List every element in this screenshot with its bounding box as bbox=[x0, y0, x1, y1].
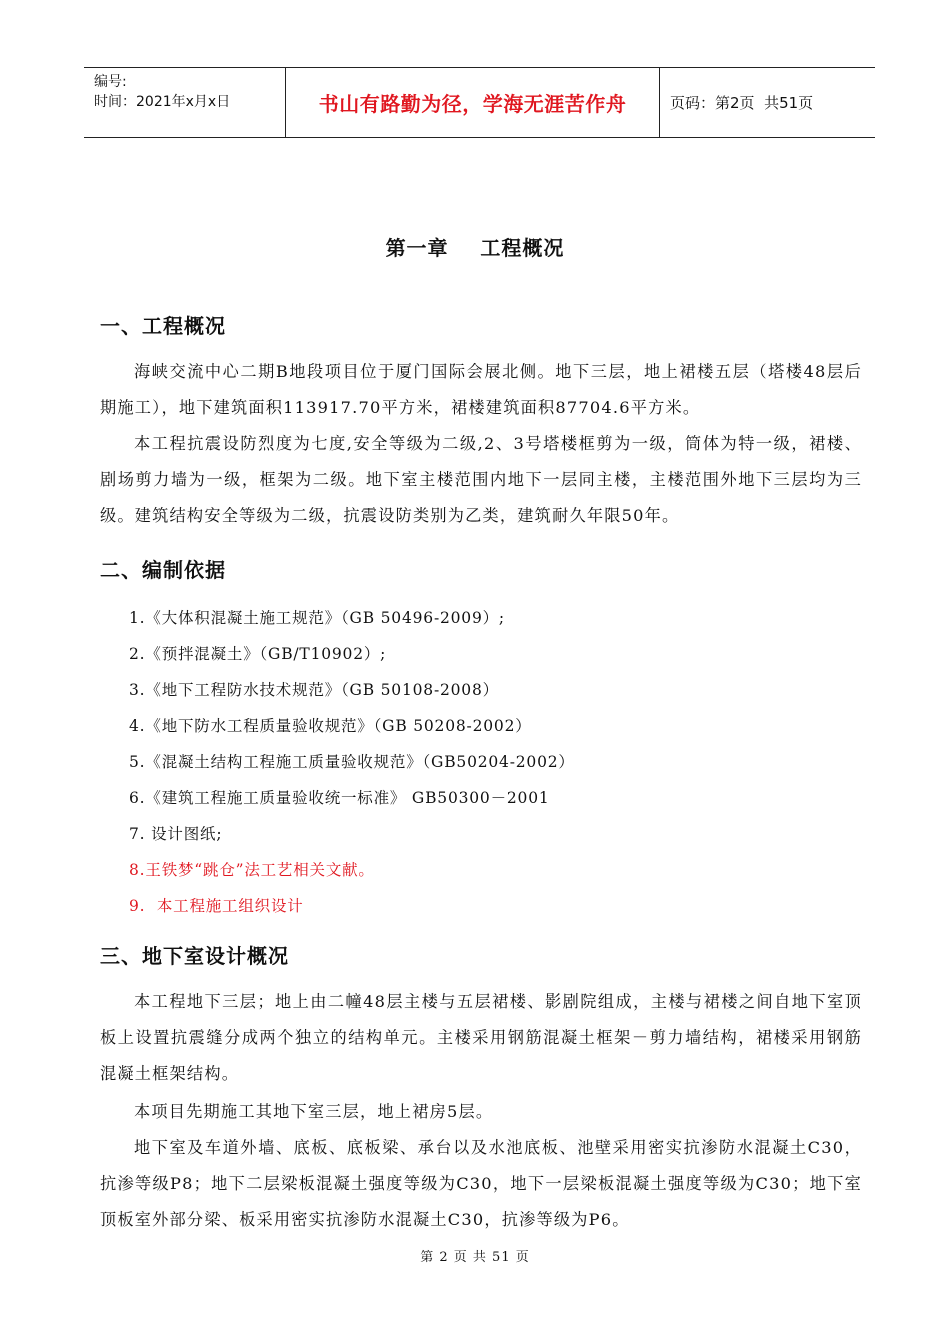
overview-paragraph-2: 本工程抗震设防烈度为七度,安全等级为二级,2、3号塔楼框剪为一级，筒体为特一级，裙楼、剧场剪力墙为一级，框架为二级。地下室主楼范围内地下一层同主楼，主楼范围外地下三层均为三级。建筑结构安全等级为二级，抗震设防类别为乙类，建筑耐久年限50年。 bbox=[100, 434, 862, 525]
header-meta bbox=[84, 68, 286, 137]
basement-paragraph-3: 地下室及车道外墙、底板、底板梁、承台以及水池底板、池壁采用密实抗渗防水混凝土C30，抗渗等级P8；地下二层梁板混凝土强度等级为C30，地下一层梁板混凝土强度等级为C30；地下室顶板室外部分梁、板采用密实抗渗防水混凝土C30，抗渗等级为P6。 bbox=[100, 1138, 862, 1229]
page-footer bbox=[0, 1246, 950, 1265]
header-number-label: 编号: bbox=[94, 74, 127, 90]
header-time-label: 时间：2021年x月x日 bbox=[94, 94, 231, 110]
page-header bbox=[84, 67, 875, 138]
list-item: 6.《建筑工程施工质量验收统一标准》 GB50300－2001 bbox=[129, 789, 550, 807]
header-page-info bbox=[660, 68, 875, 137]
list-item: 2.《预拌混凝土》（GB/T10902）; bbox=[129, 645, 387, 663]
list-item: 3.《地下工程防水技术规范》（GB 50108-2008） bbox=[129, 681, 499, 699]
basement-paragraph-1: 本工程地下三层；地上由二幢48层主楼与五层裙楼、影剧院组成，主楼与裙楼之间自地下室顶板上设置抗震缝分成两个独立的结构单元。主楼采用钢筋混凝土框架－剪力墙结构，裙楼采用钢筋混凝土框架结构。 bbox=[100, 992, 862, 1083]
basement-paragraph-2: 本项目先期施工其地下室三层，地上裙房5层。 bbox=[134, 1102, 494, 1121]
reference-list bbox=[129, 600, 575, 924]
list-item: 4.《地下防水工程质量验收规范》（GB 50208-2002） bbox=[129, 717, 532, 735]
list-item-highlighted: 8.王铁梦“跳仓”法工艺相关文献。 bbox=[129, 861, 375, 879]
section-heading-basis: 二、编制依据 bbox=[100, 558, 226, 582]
page-footer-text: 第 2 页 共 51 页 bbox=[420, 1250, 530, 1265]
list-item: 7. 设计图纸; bbox=[129, 825, 223, 843]
chapter-title-text: 第一章 工程概况 bbox=[385, 236, 565, 260]
list-item-highlighted: 9. 本工程施工组织设计 bbox=[129, 897, 304, 915]
list-item: 1.《大体积混凝土施工规范》（GB 50496-2009）; bbox=[129, 609, 505, 627]
overview-paragraph-1: 海峡交流中心二期B地段项目位于厦门国际会展北侧。地下三层，地上裙楼五层（塔楼48层后期施工），地下建筑面积113917.70平方米，裙楼建筑面积87704.6平方米。 bbox=[100, 362, 862, 417]
header-motto: 书山有路勤为径，学海无涯苦作舟 bbox=[286, 68, 660, 137]
list-item: 5.《混凝土结构工程施工质量验收规范》（GB50204-2002） bbox=[129, 753, 575, 771]
section-heading-basement: 三、地下室设计概况 bbox=[100, 944, 289, 968]
chapter-title bbox=[0, 232, 950, 261]
section-heading-overview: 一、工程概况 bbox=[100, 314, 226, 338]
header-page-info-text: 页码：第2页 共51页 bbox=[670, 94, 814, 112]
